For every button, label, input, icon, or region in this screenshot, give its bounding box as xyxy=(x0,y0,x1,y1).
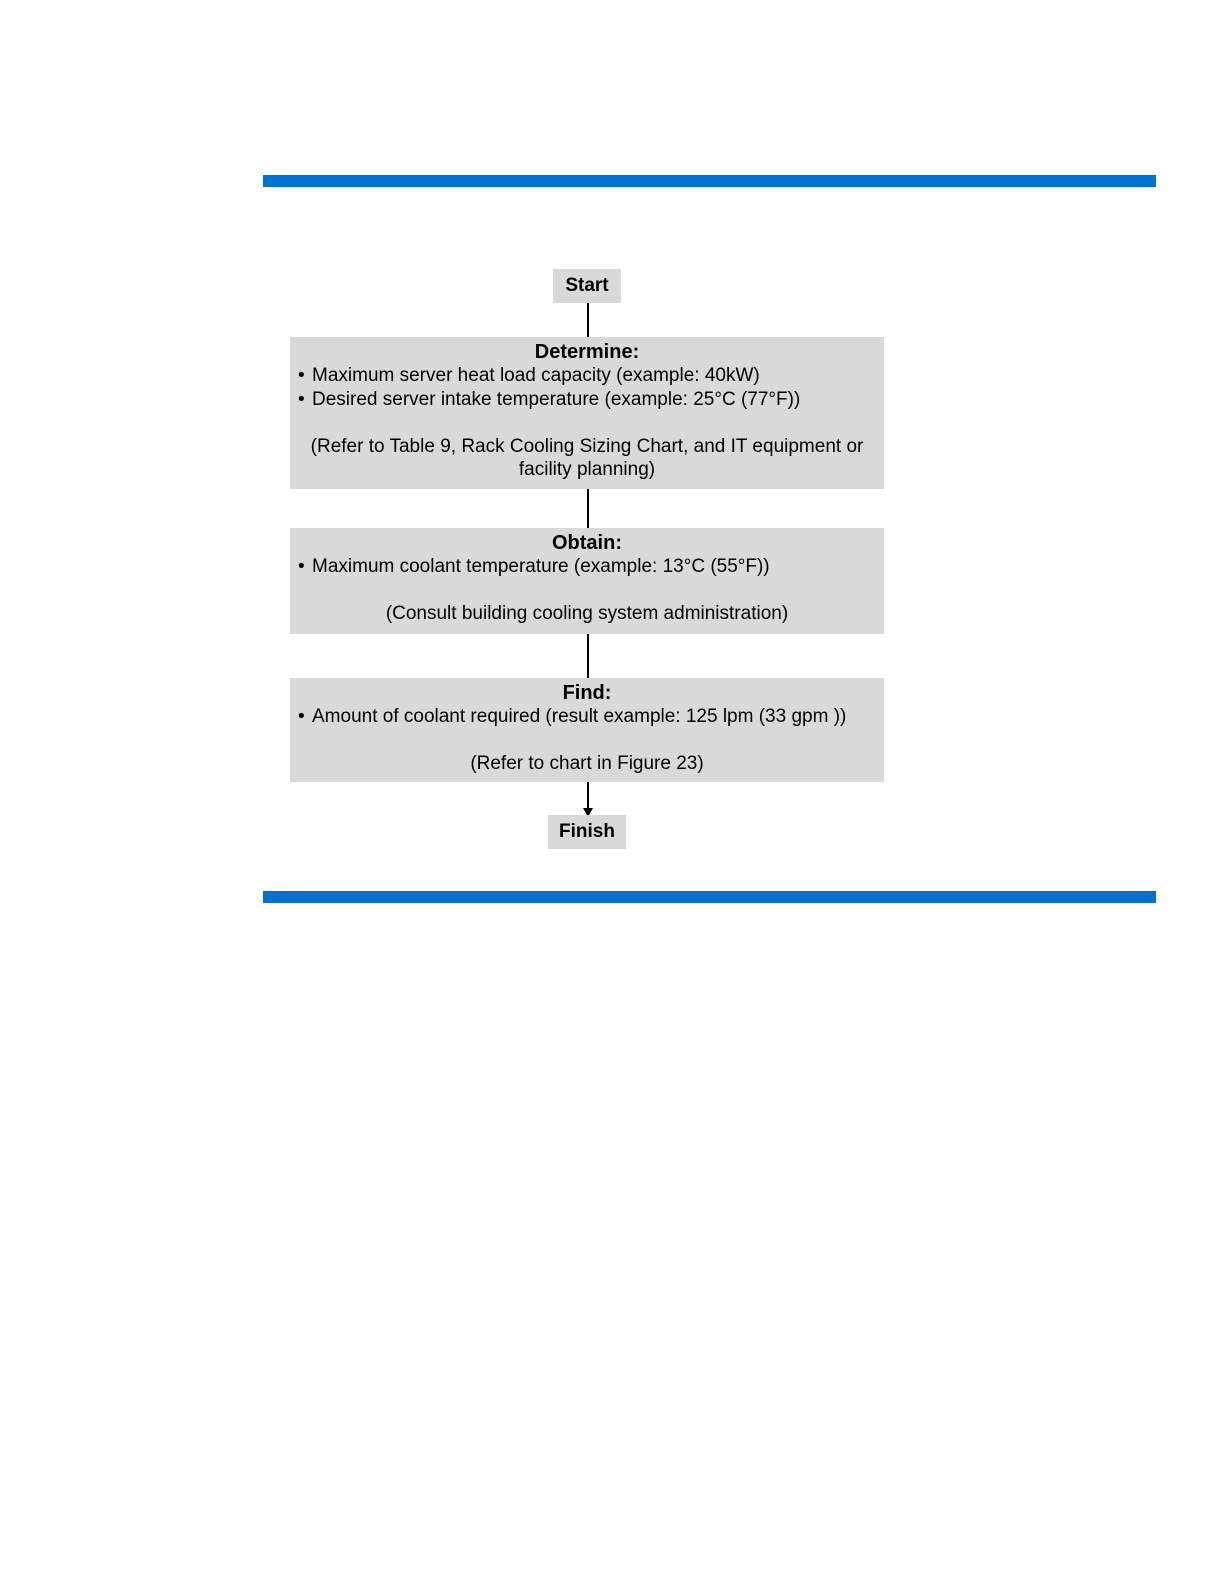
connector-find-finish xyxy=(587,782,589,809)
start-node: Start xyxy=(553,269,621,303)
step-note: (Consult building cooling system administration) xyxy=(385,603,789,624)
step-heading: Determine: xyxy=(534,341,640,363)
bullet-item: • Maximum server heat load capacity (example: 40kW) xyxy=(298,365,760,386)
step-note: (Refer to chart in Figure 23) xyxy=(470,753,704,774)
finish-node: Finish xyxy=(548,815,626,849)
bullet-text: Maximum server heat load capacity (example: 40kW) xyxy=(312,365,760,386)
bullet-text: Desired server intake temperature (example: 25°C (77°F)) xyxy=(312,388,801,410)
bullet-item: • Desired server intake temperature (example: 25°C (77°F)) xyxy=(298,388,801,410)
step-heading: Obtain: xyxy=(552,532,622,554)
step-determine xyxy=(290,337,884,489)
step-find xyxy=(290,678,884,782)
bullet-text: Amount of coolant required (result example: 125 lpm (33 gpm )) xyxy=(312,706,847,727)
step-heading: Find: xyxy=(562,682,612,704)
connector-obtain-find xyxy=(587,634,589,678)
connector-determine-obtain xyxy=(587,489,589,528)
connector-start-determine xyxy=(587,303,589,337)
bullet-text: Maximum coolant temperature (example: 13°C (55°F)) xyxy=(312,556,770,577)
bullet-item: • Maximum coolant temperature (example: 13°C (55°F)) xyxy=(298,556,770,577)
bullet-item: • Amount of coolant required (result example: 125 lpm (33 gpm )) xyxy=(298,706,847,727)
step-obtain xyxy=(290,528,884,634)
step-note: (Refer to Table 9, Rack Cooling Sizing Chart, and IT equipment or facility planning) xyxy=(310,435,864,480)
top-blue-rule xyxy=(263,175,1156,187)
bottom-blue-rule xyxy=(263,891,1156,903)
